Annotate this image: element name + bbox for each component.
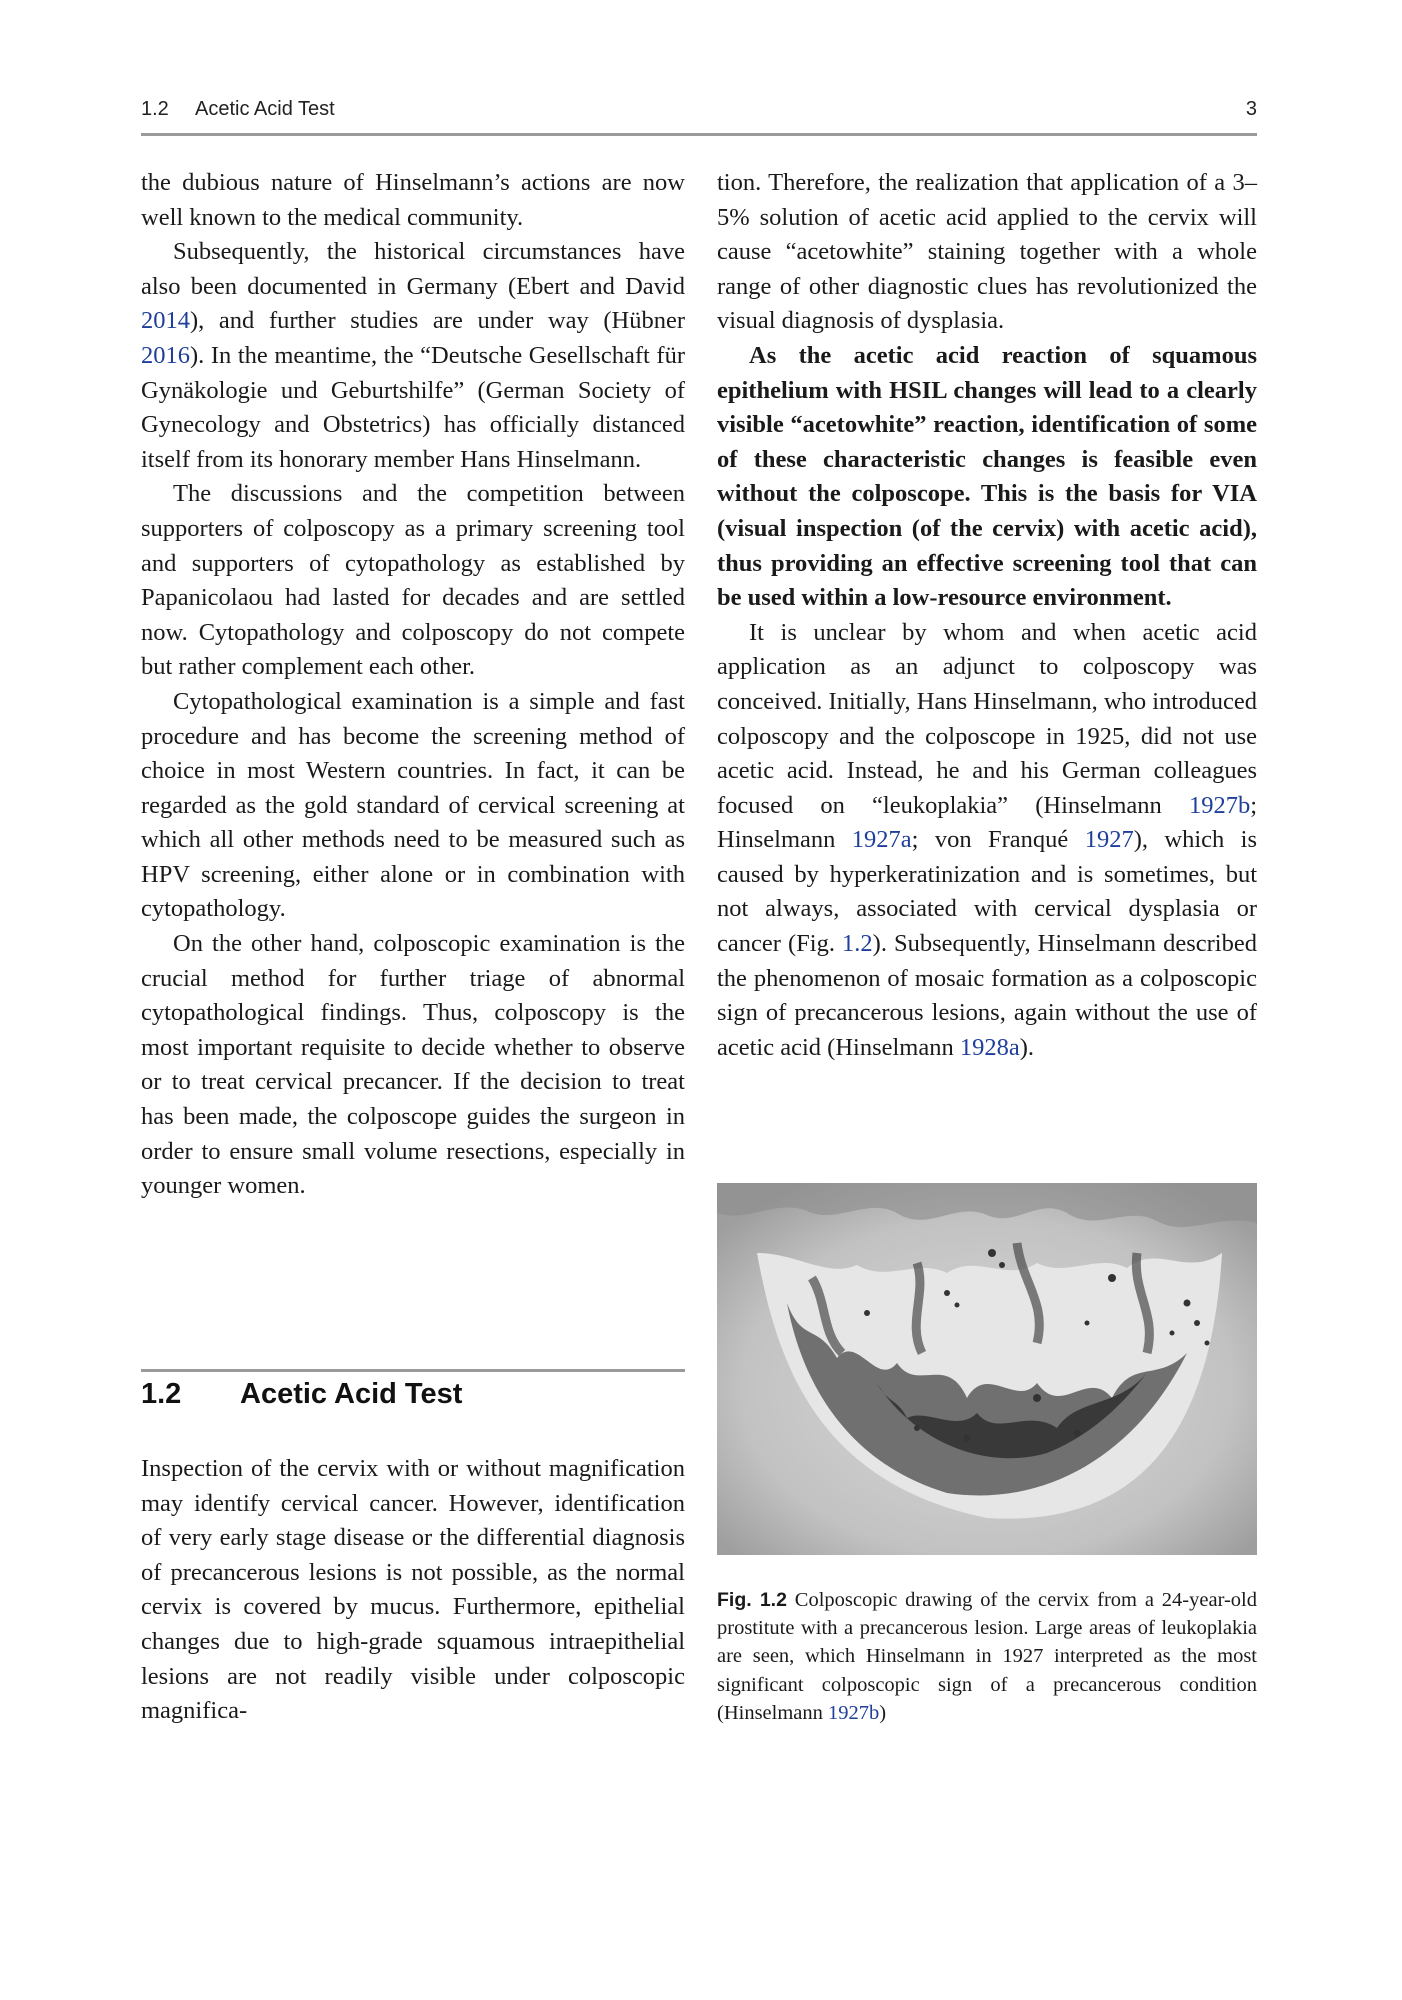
section-heading [141,1378,685,1418]
figure-label: Fig. 1.2 [717,1589,787,1611]
page-number: 3 [1245,98,1257,120]
running-head-title: Acetic Acid Test [195,98,335,120]
citation-link[interactable]: 2016 [141,341,190,369]
figure-link[interactable]: 1.2 [842,930,873,958]
section-rule [141,1369,685,1372]
citation-link[interactable]: 1927b [828,1701,880,1724]
citation-link[interactable]: 1927b [1188,791,1251,819]
citation-link[interactable]: 1927a [851,826,912,854]
header-rule [141,133,1257,136]
right-column [717,166,1257,1065]
running-head [141,98,1257,128]
citation-link[interactable]: 2014 [141,307,190,335]
paragraph: Subsequently, the historical circumstances have also been documented in Germany (Ebert and David 2014), and further studies are under way (Hübner 2016). In the meantime, the “Deutsche Gesellschaft für Gynäkologie und Geburtshilfe” (German Society of Gynecology and Obstetrics) has officially distanced itself from its honorary member Hans Hinselmann. [141,238,685,473]
paragraph: tion. Therefore, the realization that application of a 3–5% solution of acetic acid applied to the cervix will cause “acetowhite” staining together with a whole range of other diagnostic clues has revolutionized the visual diagnosis of dysplasia. [717,169,1257,335]
citation-link[interactable]: 1927 [1084,826,1134,854]
cervix-drawing [717,1183,1257,1555]
citation-link[interactable]: 1928a [959,1033,1020,1061]
colposcopic-drawing-figure [717,1183,1257,1555]
figure-caption: Fig. 1.2 Colposcopic drawing of the cervix from a 24-year-old prostitute with a precancerous lesion. Large areas of leukoplakia are seen, which Hinselmann in 1927 interpreted as the most significant colposcopic sign of a precancerous condition (Hinselmann 1927b) [717,1589,1258,1724]
running-head-section: 1.2 [141,98,169,120]
section-title: Acetic Acid Test [240,1378,463,1410]
paragraph: The discussions and the competition between supporters of colposcopy as a primary screening tool and supporters of cytopathology as established by Papanicolaou had lasted for decades and are settled now. Cytopathology and colposcopy do not compete but rather complement each other. [141,480,685,681]
left-column [141,166,685,1204]
section-number: 1.2 [141,1378,182,1410]
paragraph: Inspection of the cervix with or without magnification may identify cervical cancer. However, identification of very early stage disease or the differential diagnosis of precancerous lesions is not possible, as the normal cervix is covered by mucus. Furthermore, epithelial changes due to high-grade squamous intraepithelial lesions are not readily visible under colposcopic magnifica- [141,1455,685,1725]
paragraph: On the other hand, colposcopic examination is the crucial method for further triage of abnormal cytopathological findings. Thus, colposcopy is the most important requisite to decide whether to observe or to treat cervical precancer. If the decision to treat has been made, the colposcope guides the surgeon in order to ensure small volume resections, especially in younger women. [141,930,685,1200]
paragraph: It is unclear by whom and when acetic acid application as an adjunct to colposcopy was conceived. Initially, Hans Hinselmann, who introduced colposcopy and the colposcope in 1925, did not use acetic acid. Instead, he and his German colleagues focused on “leukoplakia” (Hinselmann 1927b; Hinselmann 1927a; von Franqué 1927), which is caused by hyperkeratinization and is sometimes, but not always, associated with cervical dysplasia or cancer (Fig. 1.2). Subsequently, Hinselmann described the phenomenon of mosaic formation as a colposcopic sign of precancerous lesions, again without the use of acetic acid (Hinselmann 1928a). [717,618,1257,1061]
section-body [141,1452,685,1729]
paragraph: Cytopathological examination is a simple and fast procedure and has become the screening method of choice in most Western countries. In fact, it can be regarded as the gold standard of cervical screening at which all other methods need to be measured such as HPV screening, either alone or in combination with cytopathology. [141,687,685,923]
emphasis-paragraph: As the acetic acid reaction of squamous epithelium with HSIL changes will lead to a clearly visible “acetowhite” reaction, identification of some of these characteristic changes is feasible even without the colposcope. This is the basis for VIA (visual inspection (of the cervix) with acetic acid), thus providing an effective screening tool that can be used within a low-resource environment. [717,341,1257,612]
paragraph: the dubious nature of Hinselmann’s actions are now well known to the medical community. [141,169,685,231]
